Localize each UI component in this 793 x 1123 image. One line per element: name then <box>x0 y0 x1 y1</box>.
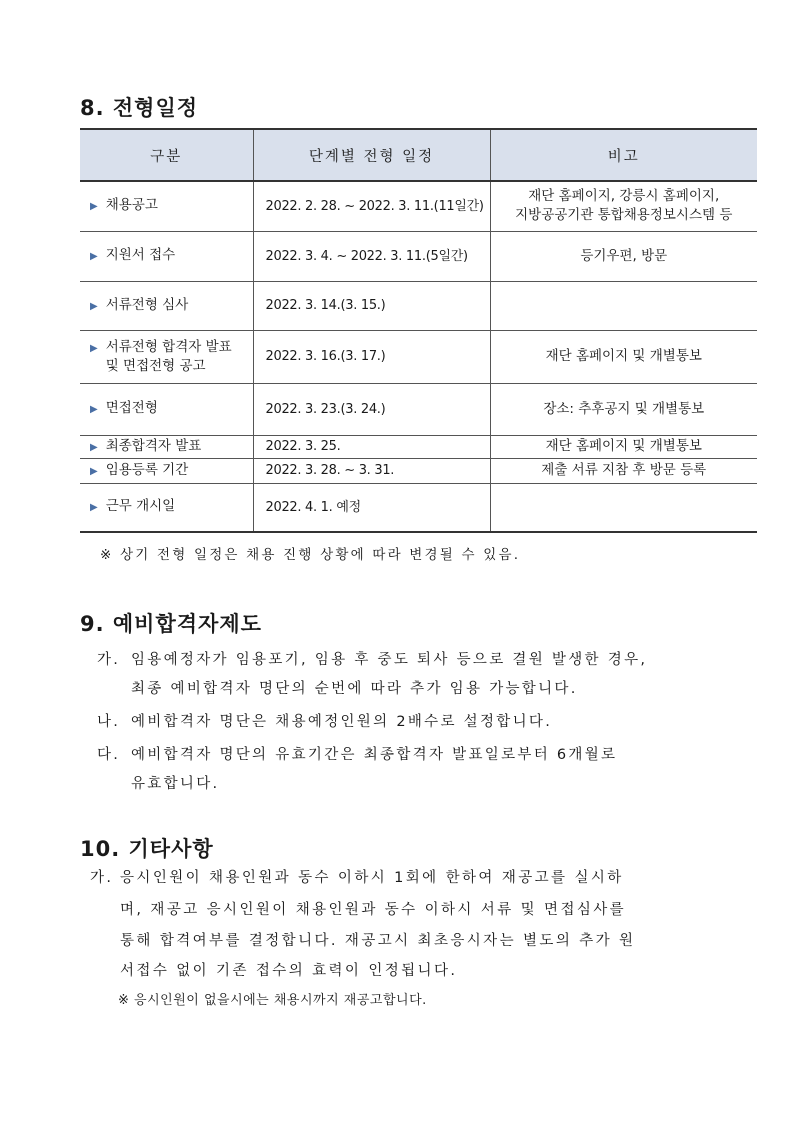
triangle-right-icon: ▶ <box>90 465 98 477</box>
row-note-line2: 지방공공기관 통합채용정보시스템 등 <box>515 207 733 224</box>
row-stage: 지원서 접수 <box>105 247 176 263</box>
row-note: 재단 홈페이지 및 개별통보 <box>490 330 757 383</box>
row-stage: 임용등록 기간 <box>105 461 189 478</box>
table-row <box>80 281 757 330</box>
row-stage: 근무 개시일 <box>105 498 176 515</box>
row-date: 2022. 3. 25. <box>253 435 490 458</box>
table-row <box>80 330 757 383</box>
row-note: 재단 홈페이지, 강릉시 홈페이지, <box>528 188 720 205</box>
table-row <box>80 181 757 231</box>
row-note: 등기우편, 방문 <box>490 231 757 281</box>
reannouncement-note: ※ 응시인원이 없을시에는 채용시까지 재공고합니다. <box>118 993 427 1008</box>
table-row <box>80 458 757 483</box>
section-10-title: 10. 기타사항 <box>80 837 214 861</box>
list-item: 나. 예비합격자 명단은 채용예정인원의 2배수로 설정합니다. <box>97 714 553 730</box>
row-date: 2022. 3. 4. ~ 2022. 3. 11.(5일간) <box>253 231 490 281</box>
triangle-right-icon: ▶ <box>90 251 98 262</box>
list-item-continuation: 최종 예비합격자 명단의 순번에 따라 추가 임용 가능합니다. <box>131 681 578 697</box>
header-stage: 구분 <box>80 129 253 181</box>
section-9-title: 9. 예비합격자제도 <box>80 612 262 636</box>
table-row <box>80 483 757 532</box>
triangle-right-icon: ▶ <box>90 502 98 514</box>
triangle-right-icon: ▶ <box>90 300 98 312</box>
row-date: 2022. 4. 1. 예정 <box>253 483 490 532</box>
row-stage: 서류전형 합격자 발표 <box>105 338 232 355</box>
header-note: 비고 <box>490 129 757 181</box>
triangle-right-icon: ▶ <box>90 342 98 354</box>
list-item-continuation: 며, 재공고 응시인원이 채용인원과 동수 이하시 서류 및 면접심사를 <box>120 902 627 918</box>
list-item-continuation: 서접수 없이 기존 접수의 효력이 인정됩니다. <box>120 963 458 979</box>
row-stage-line2: 및 면접전형 공고 <box>105 357 206 374</box>
table-row <box>80 231 757 281</box>
list-item-continuation: 유효합니다. <box>131 776 220 792</box>
schedule-footnote: ※ 상기 전형 일정은 채용 진행 상황에 따라 변경될 수 있음. <box>100 547 521 563</box>
triangle-right-icon: ▶ <box>90 404 98 415</box>
header-schedule: 단계별 전형 일정 <box>253 129 490 181</box>
list-item: 가. 임용예정자가 임용포기, 임용 후 중도 퇴사 등으로 결원 발생한 경우, <box>97 652 648 668</box>
row-date: 2022. 3. 28. ~ 3. 31. <box>253 458 490 483</box>
row-note: 제출 서류 지참 후 방문 등록 <box>490 458 757 483</box>
list-item-continuation: 통해 합격여부를 결정합니다. 재공고시 최초응시자는 별도의 추가 원 <box>120 933 636 949</box>
triangle-right-icon: ▶ <box>90 441 98 453</box>
row-date: 2022. 2. 28. ~ 2022. 3. 11.(11일간) <box>253 181 490 231</box>
table-header-row <box>80 129 757 181</box>
row-note: 장소: 추후공지 및 개별통보 <box>490 383 757 435</box>
schedule-table <box>80 128 757 533</box>
row-stage: 최종합격자 발표 <box>105 437 202 454</box>
row-note: 재단 홈페이지 및 개별통보 <box>490 435 757 458</box>
triangle-right-icon: ▶ <box>90 201 98 213</box>
row-note <box>490 281 757 330</box>
row-stage: 면접전형 <box>105 400 158 416</box>
row-note <box>490 483 757 532</box>
row-date: 2022. 3. 16.(3. 17.) <box>253 330 490 383</box>
row-stage: 서류전형 심사 <box>105 296 189 313</box>
section-8-title: 8. 전형일정 <box>80 96 199 120</box>
table-row <box>80 383 757 435</box>
table-row <box>80 435 757 458</box>
list-item: 다. 예비합격자 명단의 유효기간은 최종합격자 발표일로부터 6개월로 <box>97 747 618 763</box>
list-item: 가. 응시인원이 채용인원과 동수 이하시 1회에 한하여 재공고를 실시하 <box>90 870 624 886</box>
row-stage: 채용공고 <box>105 197 158 214</box>
row-date: 2022. 3. 23.(3. 24.) <box>253 383 490 435</box>
row-date: 2022. 3. 14.(3. 15.) <box>253 281 490 330</box>
